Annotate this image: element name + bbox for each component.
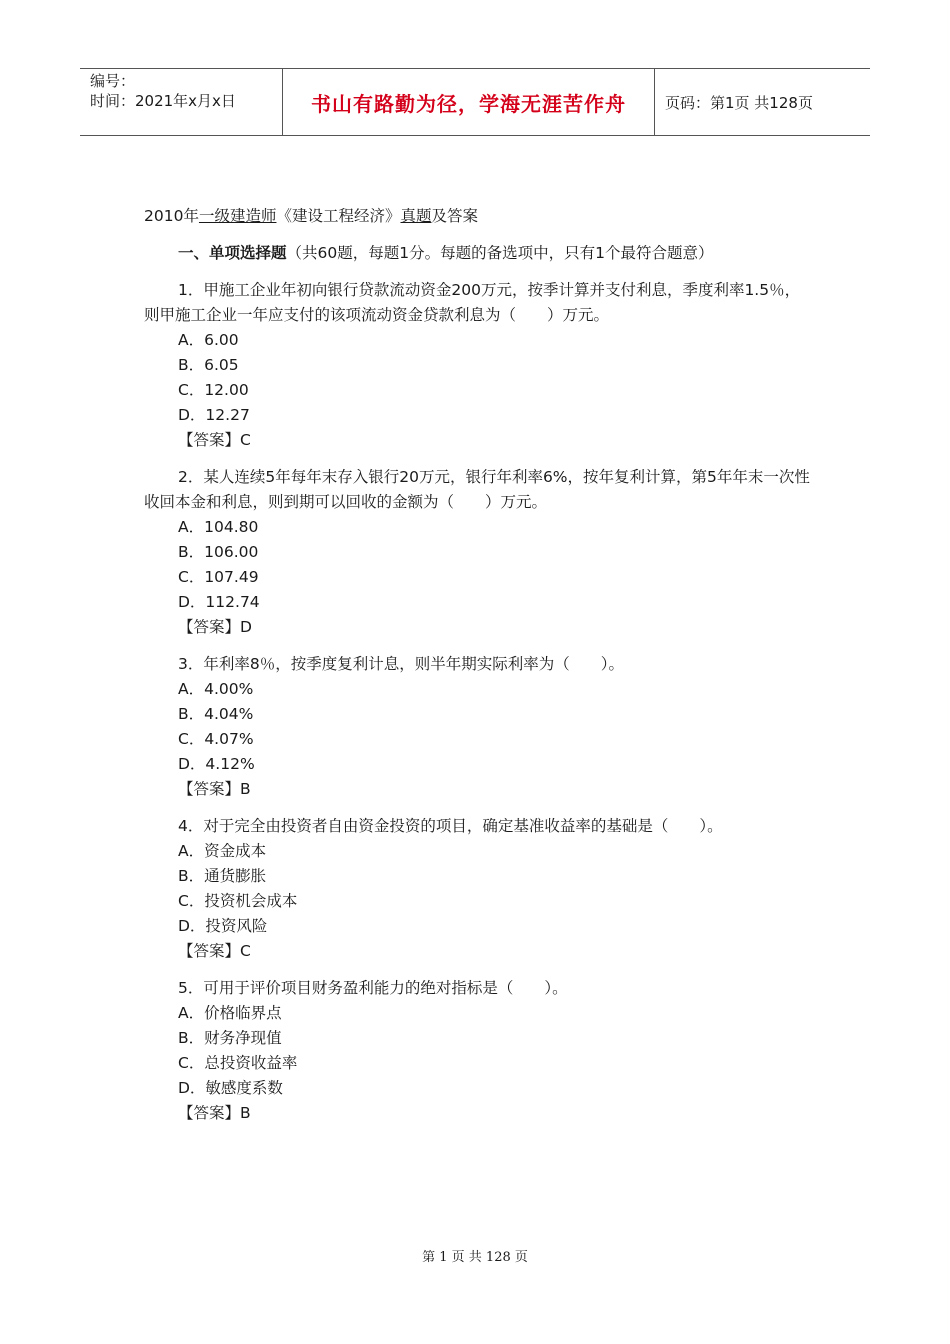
section-heading xyxy=(144,241,814,266)
option-item: B．6.05 xyxy=(178,356,239,374)
question-stem: 4．对于完全由投资者自由资金投资的项目，确定基准收益率的基础是（ ）。 xyxy=(178,817,723,835)
option-item: D．投资风险 xyxy=(178,917,268,935)
option-item: B．财务净现值 xyxy=(178,1029,282,1047)
header-page-info: 页码：第1页 共128页 xyxy=(665,93,813,112)
document-body xyxy=(144,204,814,1138)
question-stem: 2．某人连续5年每年末存入银行20万元，银行年利率6%，按年复利计算，第5年年末一次性收回本金和利息，则到期可以回收的金额为（ ）万元。 xyxy=(144,468,810,511)
question-list xyxy=(144,278,814,1126)
option-item: B．106.00 xyxy=(178,543,259,561)
document-title xyxy=(144,204,814,229)
question-block xyxy=(144,976,814,1126)
option-item: A．价格临界点 xyxy=(178,1004,282,1022)
question-block xyxy=(144,814,814,964)
answer-line: 【答案】C xyxy=(178,431,251,449)
question-block xyxy=(144,465,814,640)
option-item: C．4.07% xyxy=(178,730,254,748)
option-item: C．总投资收益率 xyxy=(178,1054,298,1072)
title-prefix: 2010年 xyxy=(144,207,199,225)
answer-line: 【答案】B xyxy=(178,780,251,798)
answer-line: 【答案】C xyxy=(178,942,251,960)
option-item: A．6.00 xyxy=(178,331,239,349)
page-footer: 第 1 页 共 128 页 xyxy=(422,1250,528,1265)
number-label: 编号： xyxy=(90,72,136,90)
page-header xyxy=(80,68,870,136)
option-item: D．12.27 xyxy=(178,406,250,424)
option-item: D．112.74 xyxy=(178,593,260,611)
header-motto: 书山有路勤为径，学海无涯苦作舟 xyxy=(282,69,655,135)
option-item: A．4.00% xyxy=(178,680,254,698)
option-item: A．104.80 xyxy=(178,518,259,536)
answer-line: 【答案】B xyxy=(178,1104,251,1122)
title-link-exam[interactable]: 一级建造师 xyxy=(198,207,277,225)
option-item: C．12.00 xyxy=(178,381,249,399)
option-item: C．107.49 xyxy=(178,568,259,586)
option-item: B．4.04% xyxy=(178,705,254,723)
question-block xyxy=(144,652,814,802)
option-item: D．敏感度系数 xyxy=(178,1079,283,1097)
title-suffix: 及答案 xyxy=(431,207,479,225)
time-label: 时间：2021年x月x日 xyxy=(90,92,236,110)
option-item: B．通货膨胀 xyxy=(178,867,267,885)
section-heading-bold: 一、单项选择题 xyxy=(178,244,287,262)
option-item: A．资金成本 xyxy=(178,842,267,860)
question-stem: 1．甲施工企业年初向银行贷款流动资金200万元，按季计算并支付利息，季度利率1.5％，则甲施工企业一年应支付的该项流动资金贷款利息为（ ）万元。 xyxy=(144,281,801,324)
option-item: C．投资机会成本 xyxy=(178,892,298,910)
question-stem: 3．年利率8％，按季度复利计息，则半年期实际利率为（ ）。 xyxy=(178,655,624,673)
option-item: D．4.12% xyxy=(178,755,255,773)
answer-line: 【答案】D xyxy=(178,618,252,636)
header-meta xyxy=(80,69,282,135)
title-link-questions[interactable]: 真题 xyxy=(400,207,432,225)
question-block xyxy=(144,278,814,453)
section-heading-rest: （共60题，每题1分。每题的备选项中，只有1个最符合题意） xyxy=(286,244,714,262)
title-mid: 《建设工程经济》 xyxy=(276,207,401,225)
question-stem: 5．可用于评价项目财务盈利能力的绝对指标是（ ）。 xyxy=(178,979,568,997)
